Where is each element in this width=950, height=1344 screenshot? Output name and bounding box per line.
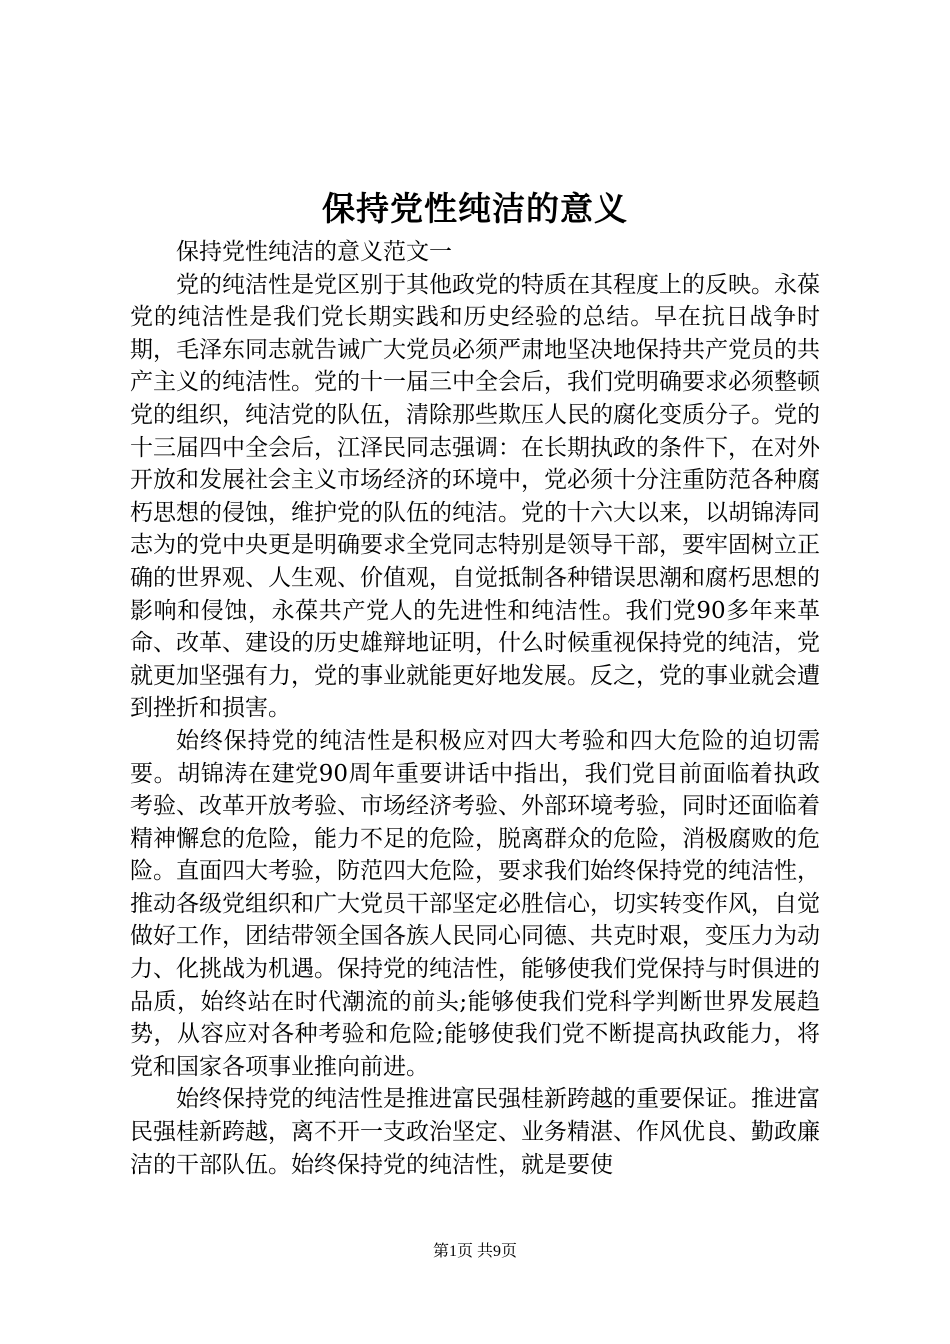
paragraph: 始终保持党的纯洁性是积极应对四大考验和四大危险的迫切需要。胡锦涛在建党90周年重要讲话中指出，我们党目前面临着执政考验、改革开放考验、市场经济考验、外部环境考验，同时还面临着精神懈怠的危险，能力不足的危险，脱离群众的危险，消极腐败的危险。直面四大考验，防范四大危险，要求我们始终保持党的纯洁性，推动各级党组织和广大党员干部坚定必胜信心，切实转变作风，自觉做好工作，团结带领全国各族人民同心同德、共克时艰，变压力为动力、化挑战为机遇。保持党的纯洁性，能够使我们党保持与时俱进的品质，始终站在时代潮流的前头;能够使我们党科学判断世界发展趋势，从容应对各种考验和危险;能够使我们党不断提高执政能力，将党和国家各项事业推向前进。 [130,727,820,1080]
document-body [130,236,820,1181]
paragraph: 始终保持党的纯洁性是推进富民强桂新跨越的重要保证。推进富民强桂新跨越，离不开一支政治坚定、业务精湛、作风优良、勤政廉洁的干部队伍。始终保持党的纯洁性，就是要使 [130,1086,820,1178]
page-number-footer: 第1页 共9页 [432,1243,517,1260]
document-subtitle: 保持党性纯洁的意义范文一 [176,239,452,265]
paragraph: 党的纯洁性是党区别于其他政党的特质在其程度上的反映。永葆党的纯洁性是我们党长期实践和历史经验的总结。早在抗日战争时期，毛泽东同志就告诫广大党员必须严肃地坚决地保持共产党员的共产主义的纯洁性。党的十一届三中全会后，我们党明确要求必须整顿党的组织，纯洁党的队伍，清除那些欺压人民的腐化变质分子。党的十三届四中全会后，江泽民同志强调：在长期执政的条件下，在对外开放和发展社会主义市场经济的环境中，党必须十分注重防范各种腐朽思想的侵蚀，维护党的队伍的纯洁。党的十六大以来，以胡锦涛同志为的党中央更是明确要求全党同志特别是领导干部，要牢固树立正确的世界观、人生观、价值观，自觉抵制各种错误思潮和腐朽思想的影响和侵蚀，永葆共产党人的先进性和纯洁性。我们党90多年来革命、改革、建设的历史雄辩地证明，什么时候重视保持党的纯洁，党就更加坚强有力，党的事业就能更好地发展。反之，党的事业就会遭到挫折和损害。 [130,271,820,722]
document-title: 保持党性纯洁的意义 [322,189,628,228]
